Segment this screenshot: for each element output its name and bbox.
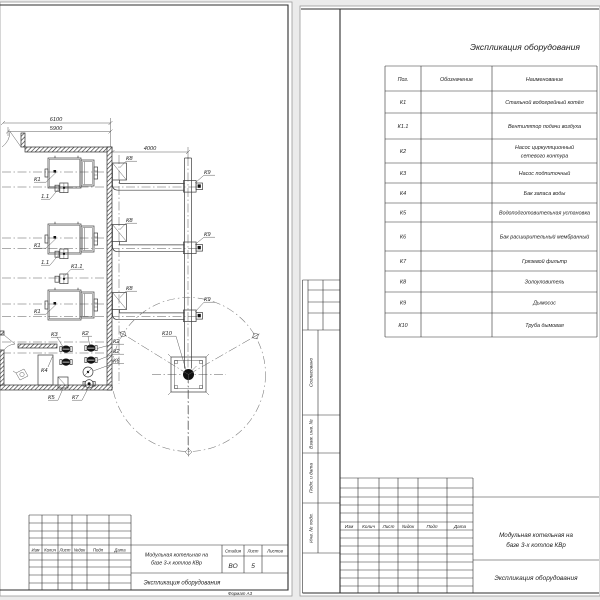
- svg-text:К4: К4: [399, 191, 407, 197]
- right-page: [300, 6, 600, 596]
- svg-text:К5: К5: [48, 395, 55, 401]
- svg-text:К2: К2: [82, 331, 89, 337]
- svg-text:К3: К3: [399, 171, 407, 177]
- doc-name-right: Экспликация оборудования: [494, 575, 578, 582]
- svg-text:К8: К8: [126, 286, 133, 292]
- svg-text:Бак расширительный мембранный: Бак расширительный мембранный: [499, 234, 590, 241]
- svg-text:Дымосос: Дымосос: [533, 300, 556, 307]
- dim-4000: 4000: [143, 146, 157, 152]
- format-note: Формат А3: [227, 591, 253, 596]
- svg-text:К2: К2: [399, 149, 407, 155]
- pump-k3-2: [60, 359, 72, 366]
- svg-text:1.1: 1.1: [41, 194, 50, 200]
- svg-text:К10: К10: [162, 331, 172, 337]
- svg-text:Бак запаса воды: Бак запаса воды: [523, 191, 566, 197]
- svg-text:К2: К2: [113, 349, 120, 355]
- project-title-line2: базе 3-х котлов КВр: [151, 560, 202, 567]
- sheets-label: Листов: [267, 548, 283, 554]
- svg-text:1.1: 1.1: [41, 260, 50, 266]
- col-kol: Колич: [44, 547, 56, 553]
- stage-label: Стадия: [224, 548, 242, 554]
- svg-text:К9: К9: [399, 300, 407, 307]
- svg-text:К9: К9: [204, 232, 211, 238]
- project-title-line2: базе 3-х котлов КВр: [506, 542, 566, 549]
- svg-text:К2: К2: [113, 339, 120, 345]
- col-kol: Колич: [362, 524, 375, 529]
- svg-text:К4: К4: [41, 368, 48, 374]
- svg-text:К1.1: К1.1: [71, 264, 83, 270]
- svg-text:К1.1: К1.1: [397, 124, 409, 130]
- svg-text:К8: К8: [126, 156, 133, 162]
- pump-k3-1: [60, 346, 72, 353]
- svg-text:К6: К6: [113, 358, 120, 365]
- svg-text:К3: К3: [51, 332, 58, 338]
- col-podp: Подп: [426, 524, 438, 529]
- col-podp: Подп: [92, 547, 104, 553]
- doc-name-left: Экспликация оборудования: [143, 580, 221, 587]
- svg-text:Грязевой фильтр: Грязевой фильтр: [522, 259, 567, 265]
- col-list: Лист: [382, 524, 395, 529]
- dim-5900: 5900: [49, 125, 63, 132]
- svg-text:К10: К10: [398, 323, 408, 329]
- sheet-label: Лист: [247, 548, 259, 554]
- svg-text:Водоподготовительная установка: Водоподготовительная установка: [498, 210, 591, 217]
- svg-text:К1: К1: [34, 243, 41, 249]
- table-col-mark: Обозначение: [439, 77, 474, 83]
- dim-6100: 6100: [49, 117, 63, 123]
- svg-text:К7: К7: [399, 259, 407, 265]
- table-col-name: Наименование: [525, 77, 564, 83]
- col-data: Дата: [114, 547, 126, 553]
- col-ndok: №док: [401, 524, 415, 529]
- svg-text:Насос циркуляционный: Насос циркуляционный: [515, 145, 574, 151]
- svg-text:Насос подпиточный: Насос подпиточный: [518, 171, 571, 177]
- svg-text:сетевого контура: сетевого контура: [520, 153, 569, 160]
- svg-text:К1: К1: [34, 309, 41, 315]
- svg-text:К5: К5: [399, 210, 407, 217]
- svg-text:Труба дымовая: Труба дымовая: [525, 323, 564, 329]
- project-title-line1: Модульная котельная на: [499, 532, 573, 539]
- sheet-value: 5: [251, 563, 255, 570]
- svg-text:К9: К9: [204, 170, 211, 176]
- col-izm: Изм: [31, 547, 40, 553]
- table-title: Экспликация оборудования: [470, 42, 580, 52]
- svg-text:Стальной водогрейный котёл: Стальной водогрейный котёл: [505, 100, 584, 106]
- table-col-pos: Поз.: [397, 77, 409, 83]
- stage-value: ВО: [228, 563, 238, 570]
- col-data: Дата: [453, 524, 467, 529]
- svg-text:К9: К9: [204, 297, 211, 303]
- svg-text:К7: К7: [72, 395, 79, 401]
- left-page: [0, 2, 292, 596]
- svg-text:К8: К8: [399, 279, 407, 286]
- svg-text:К8: К8: [126, 218, 133, 224]
- pump-k2-2: [85, 357, 97, 364]
- svg-text:Вентилятор подачи воздуха: Вентилятор подачи воздуха: [507, 124, 582, 130]
- svg-text:К1: К1: [399, 100, 407, 106]
- left-paper-sheet: [0, 2, 292, 596]
- svg-text:К6: К6: [399, 234, 407, 241]
- col-izm: Изм: [344, 524, 354, 529]
- margin-agreed: Согласовано: [309, 357, 315, 388]
- col-list: Лист: [59, 547, 71, 553]
- margin-vzam: Взам. инв. №: [309, 419, 315, 449]
- margin-inv-podl: Инв. № подл.: [309, 513, 315, 543]
- svg-text:Золоуловитель: Золоуловитель: [524, 279, 565, 286]
- project-title-line1: Модульная котельная на: [144, 552, 209, 559]
- col-ndok: №док: [73, 547, 86, 553]
- svg-text:К1: К1: [34, 177, 41, 183]
- pump-k2-1: [85, 345, 97, 352]
- margin-podp-data: Подп. и дата: [309, 462, 315, 494]
